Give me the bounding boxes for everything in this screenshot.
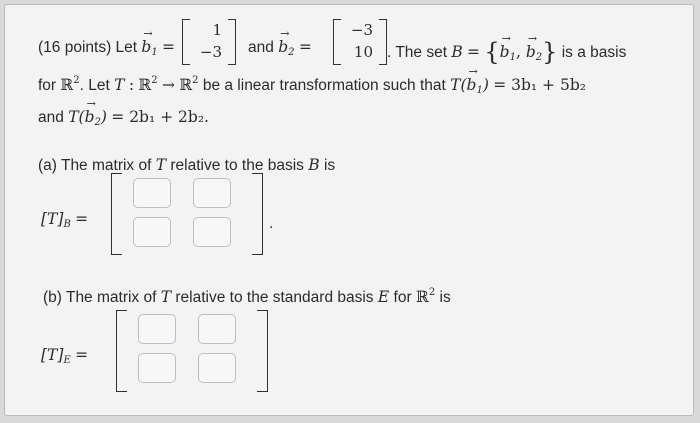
matrix-b-cell-12[interactable] — [198, 314, 236, 344]
part-b-text: (b) The matrix of — [43, 289, 157, 306]
problem-card — [4, 4, 694, 416]
B-symbol: B — [451, 43, 463, 61]
part-a-end: is — [323, 157, 336, 174]
b1-vector — [182, 19, 236, 65]
b2-entry-1: −3 — [350, 21, 373, 39]
part-b-E: E — [377, 288, 390, 306]
matrix-a-cell-12[interactable] — [193, 178, 231, 208]
set-b1: → $b_1$ — [500, 43, 516, 63]
part-b-label — [41, 346, 88, 366]
is-basis-text: is a basis — [561, 44, 627, 61]
part-a-prompt — [38, 156, 335, 175]
matrix-b-cell-21[interactable] — [138, 353, 176, 383]
points-prefix: (16 points) Let — [38, 39, 138, 56]
matrix-b-cell-11[interactable] — [138, 314, 176, 344]
colon: : — [128, 76, 135, 94]
b2-vector — [333, 19, 387, 65]
set-close-brace: } — [542, 38, 558, 66]
T-of-b1: $T(\to b_1)$ — [450, 76, 489, 94]
T-symbol: T — [114, 76, 125, 94]
part-a-eq: = — [75, 210, 89, 228]
part-a-text: (a) The matrix of — [38, 157, 152, 174]
problem-line-1 — [38, 38, 175, 58]
part-b-T: T — [160, 288, 172, 306]
equals-sign-2: = — [298, 38, 312, 56]
part-a-sub: B — [63, 219, 71, 230]
part-a-right-bracket — [252, 173, 263, 255]
part-b-end: is — [439, 289, 451, 306]
part-a-T-bracket: [T] — [41, 210, 64, 228]
part-b-for: for — [393, 289, 412, 306]
part-b-eq: = — [75, 346, 89, 364]
T-b2-value: = 2b₁ + 2b₂. — [111, 108, 209, 126]
b2-symbol: → $b_2$ — [278, 38, 294, 58]
T-b1-value: = 3b₁ + 5b₂ — [493, 76, 586, 94]
set-open-brace: { — [484, 38, 500, 66]
problem-line-2 — [38, 75, 586, 96]
b1-entry-2: −3 — [199, 43, 222, 61]
part-b-mid: relative to the standard basis — [175, 289, 374, 306]
matrix-b-cell-22[interactable] — [198, 353, 236, 383]
linear-transform-text: be a linear transformation such that — [202, 77, 446, 94]
part-a-B: B — [308, 156, 320, 174]
part-a-label — [41, 210, 88, 230]
arrow-icon: → — [161, 76, 175, 94]
part-b-R2: ℝ$^2$ — [415, 287, 436, 306]
matrix-a-cell-22[interactable] — [193, 217, 231, 247]
and-text: and — [248, 39, 274, 56]
domain-R2: ℝ$^2$ — [138, 75, 158, 94]
R2-symbol: ℝ$^2$ — [60, 75, 80, 94]
part-b-prompt — [43, 287, 451, 307]
part-a-mid: relative to the basis — [170, 157, 304, 174]
b1-symbol: → $b_1$ — [141, 38, 157, 58]
part-b-T-bracket: [T] — [41, 346, 64, 364]
let-text: . Let — [79, 77, 110, 94]
and-b2 — [248, 38, 312, 58]
T-of-b2: $T(\to b_2)$ — [68, 108, 107, 126]
set-definition: . The set B = {→ $b_1$, → $b_2$} is a basis — [387, 38, 626, 66]
codomain-R2: ℝ$^2$ — [179, 75, 199, 94]
part-b-left-bracket — [116, 310, 127, 392]
matrix-a-cell-21[interactable] — [133, 217, 171, 247]
part-b-right-bracket — [257, 310, 268, 392]
b2-entry-2: 10 — [353, 43, 373, 61]
part-a-T: T — [155, 156, 167, 174]
part-a-left-bracket — [111, 173, 122, 255]
part-b-sub: E — [63, 355, 71, 366]
problem-line-3 — [38, 108, 209, 128]
part-a-period: . — [269, 215, 274, 232]
for-text: for — [38, 77, 57, 94]
set-text: . The set — [387, 44, 448, 61]
set-b2: → $b_2$ — [526, 43, 542, 63]
matrix-a-cell-11[interactable] — [133, 178, 171, 208]
and-text-2: and — [38, 109, 64, 126]
equals-sign-3: = — [467, 43, 481, 61]
equals-sign: = — [162, 38, 176, 56]
b1-entry-1: 1 — [212, 21, 222, 39]
